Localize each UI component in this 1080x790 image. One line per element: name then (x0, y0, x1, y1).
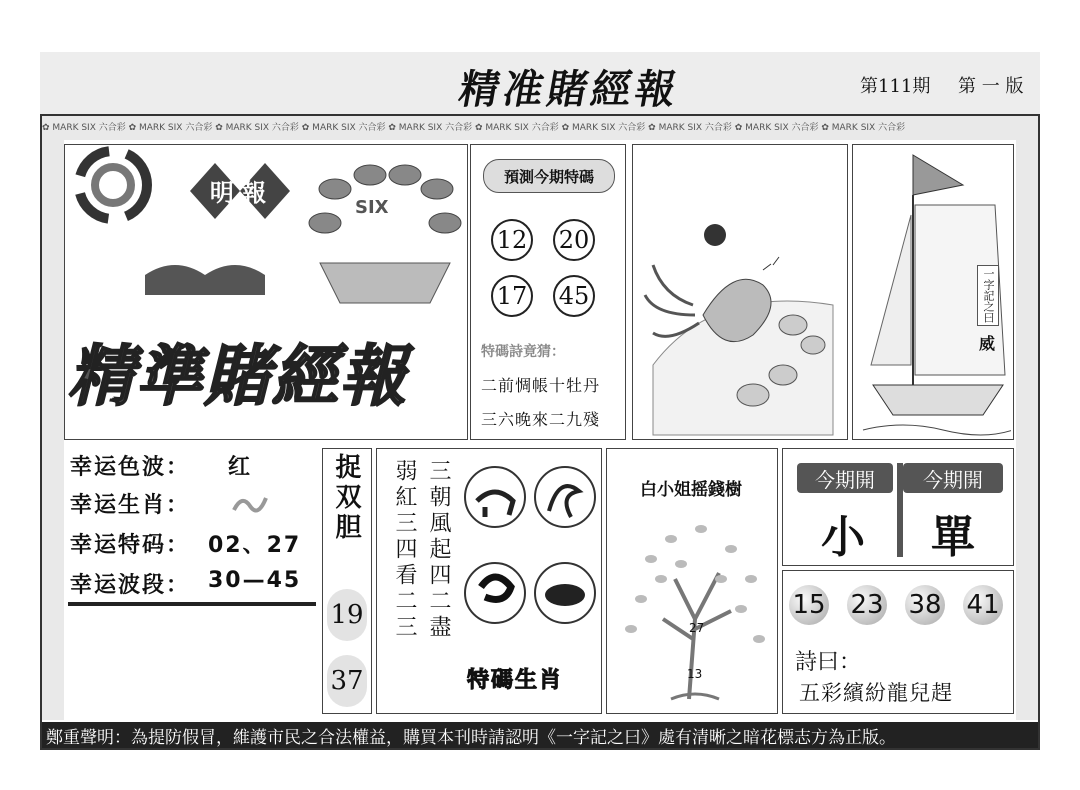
big-title: 精準賭經報 (63, 338, 424, 415)
lucky-label: 幸运波段： (70, 573, 191, 598)
top-border-pattern: ✿ MARK SIX 六合彩 ✿ MARK SIX 六合彩 ✿ MARK SIX 六合彩 ✿ MARK SIX 六合彩 ✿ MARK SIX 六合彩 ✿ MARK SIX 六合彩 ✿ MARK SIX 六合彩 ✿ MARK SIX 六合彩 ✿ MARK SIX 六合彩 ✿ MARK SIX 六合彩 (42, 116, 1038, 140)
tree-panel (606, 448, 778, 714)
open-poem-label: 詩曰： (795, 650, 862, 675)
double-panel (322, 448, 372, 714)
prediction-panel (470, 144, 626, 440)
snake-icon (230, 490, 270, 516)
open-poem-line: 五彩繽紛龍兒趕 (799, 681, 953, 705)
poem-line: 三六晚來二九殘 (481, 410, 601, 429)
logo-panel (64, 144, 468, 440)
edition-label: 第 一 版 (958, 76, 1024, 97)
zodiac-animals (463, 457, 599, 653)
badge-text: 明 報 (209, 178, 267, 207)
result-ball: 41 (963, 585, 1003, 625)
open-banner-right: 今期開 (903, 463, 1003, 493)
double-number: 19 (327, 589, 367, 641)
balls-text: SIX (355, 197, 389, 218)
open-balls-panel (782, 570, 1014, 714)
lucky-label: 幸运生肖： (70, 493, 191, 518)
open-value-right: 單 (931, 512, 975, 563)
verse-caption: 特碼生肖 (467, 668, 564, 693)
poem-line: 二前惆帳十牡丹 (481, 376, 601, 395)
poster-title: 一字記之曰 (977, 265, 999, 326)
poster-panel (852, 144, 1014, 440)
rooster-panel (632, 144, 848, 440)
tree-number: 27 (689, 621, 705, 635)
lucky-label: 幸运特码： (70, 533, 191, 558)
poster-answer: 威 (979, 334, 996, 353)
prediction-heading: 預測今期特碼 (483, 159, 615, 193)
result-ball: 15 (789, 585, 829, 625)
issue-number: 第111期 (860, 76, 931, 97)
prediction-number: 20 (553, 219, 595, 261)
double-number: 37 (327, 655, 367, 707)
left-border-pattern (42, 140, 64, 720)
double-title: 捉双胆 (331, 453, 361, 543)
rooster-illustration (633, 145, 845, 437)
lucky-value: 02、27 (208, 533, 302, 558)
tree-title: 白小姐摇錢樹 (640, 480, 742, 500)
verse-panel (376, 448, 602, 714)
lucky-value: 30—45 (208, 568, 302, 593)
lucky-label: 幸运色波： (70, 455, 191, 480)
lucky-section (70, 450, 320, 610)
lucky-value: 红 (228, 455, 253, 480)
prediction-number: 17 (491, 275, 533, 317)
open-divider (897, 463, 903, 557)
verse-column: 三朝風起四二盡 (426, 459, 451, 641)
open-panel (782, 448, 1014, 566)
open-value-left: 小 (821, 512, 865, 563)
masthead-title: 精准賭經報 (455, 66, 684, 113)
open-banner-left: 今期開 (797, 463, 893, 493)
result-ball: 23 (847, 585, 887, 625)
lucky-underline (68, 602, 316, 606)
tree-number: 13 (687, 667, 703, 681)
right-border-pattern (1016, 140, 1038, 720)
prediction-number: 45 (553, 275, 595, 317)
poem-label: 特碼詩竟猜： (481, 344, 565, 360)
result-ball: 38 (905, 585, 945, 625)
footer-disclaimer: 鄭重聲明：為提防假冒，維護市民之合法權益，購買本刊時請認明《一字記之曰》處有清晰之暗花標志方為正版。 (42, 722, 1038, 748)
prediction-number: 12 (491, 219, 533, 261)
verse-column: 弱紅三四看二三 (392, 459, 417, 641)
